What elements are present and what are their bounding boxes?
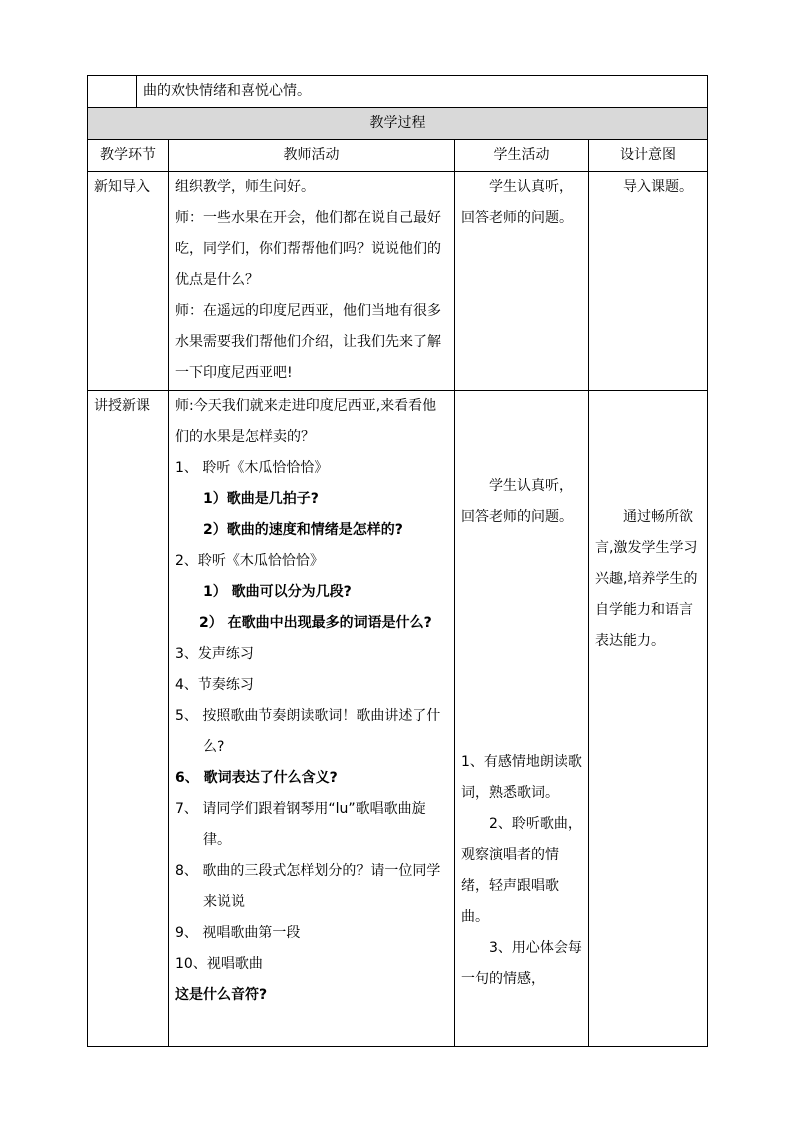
teacher-line: 师：在遥远的印度尼西亚，他们当地有很多水果需要我们帮他们介绍，让我们先来了解一下印度尼西亚吧!: [175, 303, 441, 381]
teacher-line: 1）歌曲是几拍子?: [203, 491, 319, 507]
student-text: 3、用心体会每一句的情感，: [461, 940, 582, 987]
header-student: 学生活动: [455, 140, 589, 172]
intent-cell-intro: [589, 172, 708, 391]
student-cell-new-lesson: [455, 391, 589, 1047]
teacher-line: 3、发声练习: [175, 646, 254, 662]
teacher-line: 组织教学，师生问好。: [175, 179, 315, 195]
teacher-line: 这是什么音符?: [175, 987, 268, 1003]
header-stage: 教学环节: [88, 140, 169, 172]
teacher-line: 2） 在歌曲中出现最多的词语是什么?: [199, 615, 432, 631]
stage-cell-intro: 新知导入: [88, 172, 169, 391]
header-intent: 设计意图: [589, 140, 708, 172]
teacher-cell-intro: [169, 172, 455, 391]
spacer: [461, 533, 582, 747]
teacher-line: 师:今天我们就来走进印度尼西亚,来看看他们的水果是怎样卖的？: [175, 398, 437, 445]
teacher-line: 4、节奏练习: [175, 677, 254, 693]
table-row-new-lesson: [88, 391, 708, 1047]
teacher-line: 8、 歌曲的三段式怎样划分的？请一位同学来说说: [175, 863, 441, 910]
column-header-row: [88, 140, 708, 172]
student-text: 1、有感情地朗读歌词，熟悉歌词。: [461, 754, 582, 801]
section-header-row: [88, 108, 708, 140]
teacher-line: 10、视唱歌曲: [175, 956, 263, 972]
teacher-line: 2）歌曲的速度和情绪是怎样的?: [203, 522, 403, 538]
stage-cell-new-lesson: 讲授新课: [88, 391, 169, 1047]
header-teacher: 教师活动: [169, 140, 455, 172]
student-text: 学生认真听，回答老师的问题。: [461, 478, 573, 525]
student-cell-intro: [455, 172, 589, 391]
teacher-line: 6、 歌词表达了什么含义?: [175, 770, 338, 786]
top-row: [88, 76, 708, 108]
teacher-line: 师：一些水果在开会，他们都在说自己最好吃，同学们，你们帮帮他们吗？说说他们的优点是什么？: [175, 210, 441, 288]
student-text: 学生认真听，回答老师的问题。: [461, 179, 573, 226]
top-row-blank-cell: [88, 76, 137, 108]
top-row-text: 曲的欢快情绪和喜悦心情。: [137, 76, 708, 108]
teacher-cell-new-lesson: [169, 391, 455, 1047]
intent-text: 导入课题。: [623, 179, 693, 195]
teacher-line: 2、聆听《木瓜恰恰恰》: [175, 553, 324, 569]
intent-text: 通过畅所欲言,激发学生学习兴趣,培养学生的自学能力和语言表达能力。: [595, 509, 698, 649]
table-row-intro: [88, 172, 708, 391]
lesson-table: [87, 75, 708, 1047]
spacer: [595, 391, 701, 502]
teacher-line: 1） 歌曲可以分为几段?: [203, 584, 352, 600]
teacher-line: 5、 按照歌曲节奏朗读歌词！歌曲讲述了什么?: [175, 708, 441, 755]
teacher-line: 9、 视唱歌曲第一段: [175, 925, 301, 941]
section-title: 教学过程: [88, 108, 708, 140]
teacher-line: 7、 请同学们跟着钢琴用“lu”歌唱歌曲旋律。: [175, 801, 426, 848]
teacher-line: 1、 聆听《木瓜恰恰恰》: [175, 460, 329, 476]
spacer: [461, 391, 582, 471]
student-text: 2、聆听歌曲，观察演唱者的情绪，轻声跟唱歌曲。: [461, 816, 582, 925]
intent-cell-new-lesson: [589, 391, 708, 1047]
